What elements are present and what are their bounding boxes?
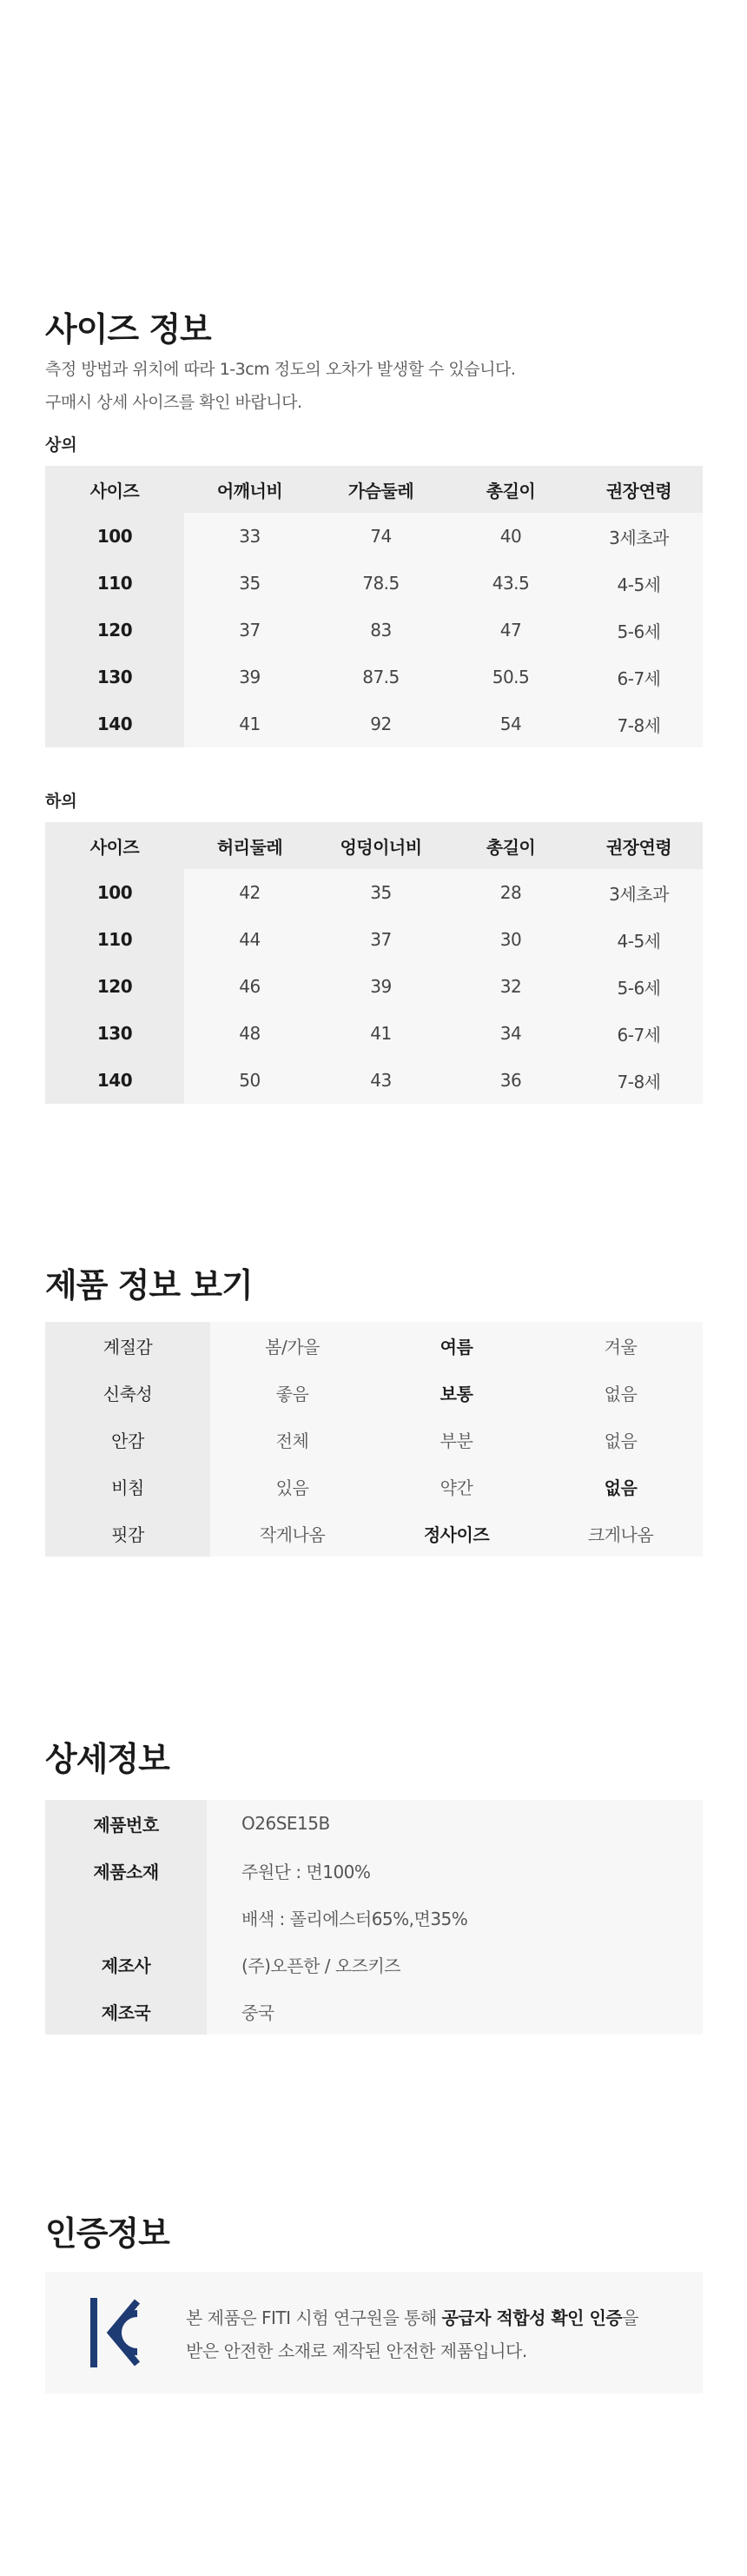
product-info-title: 제품 정보 보기 [45, 1266, 253, 1305]
table-cell: 3세초과 [575, 513, 703, 560]
table-cell: 34 [446, 1010, 575, 1057]
material-main-value: 주원단 : 면100% [207, 1847, 703, 1894]
product-no-label: 제품번호 [45, 1800, 207, 1847]
table-cell: 4-5세 [575, 916, 703, 963]
size-cell: 140 [45, 1057, 184, 1104]
attribute-option: 전체 [210, 1416, 374, 1463]
table-cell: 46 [184, 963, 315, 1010]
table-cell: 6-7세 [575, 654, 703, 700]
table-cell: 42 [184, 869, 315, 916]
header-cell: 가슴둘레 [315, 466, 446, 513]
table-row [45, 963, 703, 1010]
table-cell: 47 [446, 607, 575, 654]
table-row [45, 1369, 703, 1416]
manufacturer-value: (주)오픈한 / 오즈키즈 [207, 1941, 703, 1988]
header-cell: 사이즈 [45, 822, 184, 869]
table-cell: 41 [315, 1010, 446, 1057]
table-row [45, 1894, 703, 1941]
product-no-value: O26SE15B [207, 1800, 703, 1847]
cert-text-suffix: 을 [622, 2307, 638, 2328]
table-row [45, 654, 703, 700]
size-cell: 140 [45, 700, 184, 747]
table-cell: 37 [315, 916, 446, 963]
size-cell: 120 [45, 607, 184, 654]
table-cell: 40 [446, 513, 575, 560]
attribute-label: 계절감 [45, 1322, 210, 1369]
material-label-empty [45, 1894, 207, 1941]
table-row [45, 1322, 703, 1369]
table-cell: 37 [184, 607, 315, 654]
table-row [45, 1988, 703, 2035]
table-cell: 92 [315, 700, 446, 747]
attribute-option: 없음 [539, 1369, 703, 1416]
table-cell: 43.5 [446, 560, 575, 607]
attribute-label: 핏감 [45, 1510, 210, 1557]
table-cell: 5-6세 [575, 607, 703, 654]
size-cell: 120 [45, 963, 184, 1010]
cert-text-line2: 받은 안전한 소재로 제작된 안전한 제품입니다. [186, 2340, 527, 2361]
size-cell: 130 [45, 1010, 184, 1057]
size-cell: 110 [45, 916, 184, 963]
table-row [45, 1847, 703, 1894]
table-cell: 78.5 [315, 560, 446, 607]
header-cell: 어깨너비 [184, 466, 315, 513]
attribute-option: 여름 [374, 1322, 539, 1369]
table-cell: 6-7세 [575, 1010, 703, 1057]
header-cell: 총길이 [446, 822, 575, 869]
country-value: 중국 [207, 1988, 703, 2035]
material-trim-value: 배색 : 폴리에스터65%,면35% [207, 1894, 703, 1941]
table-cell: 33 [184, 513, 315, 560]
table-cell: 87.5 [315, 654, 446, 700]
table-cell: 41 [184, 700, 315, 747]
table-cell: 7-8세 [575, 700, 703, 747]
top-size-label: 상의 [45, 435, 77, 455]
table-cell: 50.5 [446, 654, 575, 700]
table-row [45, 869, 703, 916]
material-label: 제품소재 [45, 1847, 207, 1894]
size-info-title: 사이즈 정보 [45, 310, 211, 349]
header-cell: 총길이 [446, 466, 575, 513]
attribute-label: 신축성 [45, 1369, 210, 1416]
attribute-option: 없음 [539, 1416, 703, 1463]
table-cell: 39 [315, 963, 446, 1010]
attribute-option: 있음 [210, 1463, 374, 1510]
table-row [45, 607, 703, 654]
header-cell: 엉덩이너비 [315, 822, 446, 869]
size-cell: 100 [45, 513, 184, 560]
table-cell: 35 [315, 869, 446, 916]
bottom-size-label: 하의 [45, 792, 77, 811]
table-cell: 28 [446, 869, 575, 916]
product-info-table [45, 1322, 703, 1557]
attribute-option: 보통 [374, 1369, 539, 1416]
table-cell: 35 [184, 560, 315, 607]
table-cell: 74 [315, 513, 446, 560]
attribute-option: 크게나옴 [539, 1510, 703, 1557]
attribute-option: 겨울 [539, 1322, 703, 1369]
table-row [45, 700, 703, 747]
cert-text-bold: 공급자 적합성 확인 인증 [441, 2307, 623, 2328]
table-row [45, 1941, 703, 1988]
detail-info-table [45, 1800, 703, 2035]
table-cell: 50 [184, 1057, 315, 1104]
table-cell: 36 [446, 1057, 575, 1104]
table-cell: 54 [446, 700, 575, 747]
table-cell: 39 [184, 654, 315, 700]
table-cell: 43 [315, 1057, 446, 1104]
header-cell: 권장연령 [575, 822, 703, 869]
attribute-option: 약간 [374, 1463, 539, 1510]
manufacturer-label: 제조사 [45, 1941, 207, 1988]
table-row [45, 513, 703, 560]
attribute-option: 봄/가을 [210, 1322, 374, 1369]
header-cell: 사이즈 [45, 466, 184, 513]
attribute-option: 작게나옴 [210, 1510, 374, 1557]
size-cell: 130 [45, 654, 184, 700]
cert-text-prefix: 본 제품은 FITI 시험 연구원을 통해 [186, 2307, 442, 2328]
size-cell: 110 [45, 560, 184, 607]
top-size-table [45, 466, 703, 747]
size-info-desc-line2: 구매시 상세 사이즈를 확인 바랍니다. [45, 393, 302, 412]
table-row [45, 1416, 703, 1463]
attribute-option: 없음 [539, 1463, 703, 1510]
size-info-desc-line1: 측정 방법과 위치에 따라 1-3cm 정도의 오차가 발생할 수 있습니다. [45, 360, 516, 379]
table-cell: 5-6세 [575, 963, 703, 1010]
kc-certification-icon [87, 2294, 141, 2371]
table-cell: 30 [446, 916, 575, 963]
table-row [45, 1010, 703, 1057]
table-cell: 7-8세 [575, 1057, 703, 1104]
bottom-size-table [45, 822, 703, 1104]
cert-text [186, 2301, 681, 2367]
table-row [45, 560, 703, 607]
table-row [45, 1463, 703, 1510]
table-header-row [45, 466, 703, 513]
table-row [45, 1057, 703, 1104]
table-cell: 4-5세 [575, 560, 703, 607]
table-cell: 3세초과 [575, 869, 703, 916]
cert-box [45, 2272, 703, 2393]
table-cell: 83 [315, 607, 446, 654]
header-cell: 권장연령 [575, 466, 703, 513]
attribute-option: 부분 [374, 1416, 539, 1463]
cert-info-title: 인증정보 [45, 2214, 169, 2253]
attribute-option: 정사이즈 [374, 1510, 539, 1557]
detail-info-title: 상세정보 [45, 1740, 169, 1778]
attribute-label: 비침 [45, 1463, 210, 1510]
attribute-label: 안감 [45, 1416, 210, 1463]
attribute-option: 좋음 [210, 1369, 374, 1416]
table-cell: 32 [446, 963, 575, 1010]
table-header-row [45, 822, 703, 869]
size-cell: 100 [45, 869, 184, 916]
header-cell: 허리둘레 [184, 822, 315, 869]
table-row [45, 1510, 703, 1557]
table-cell: 48 [184, 1010, 315, 1057]
table-row [45, 916, 703, 963]
table-row [45, 1800, 703, 1847]
country-label: 제조국 [45, 1988, 207, 2035]
table-cell: 44 [184, 916, 315, 963]
